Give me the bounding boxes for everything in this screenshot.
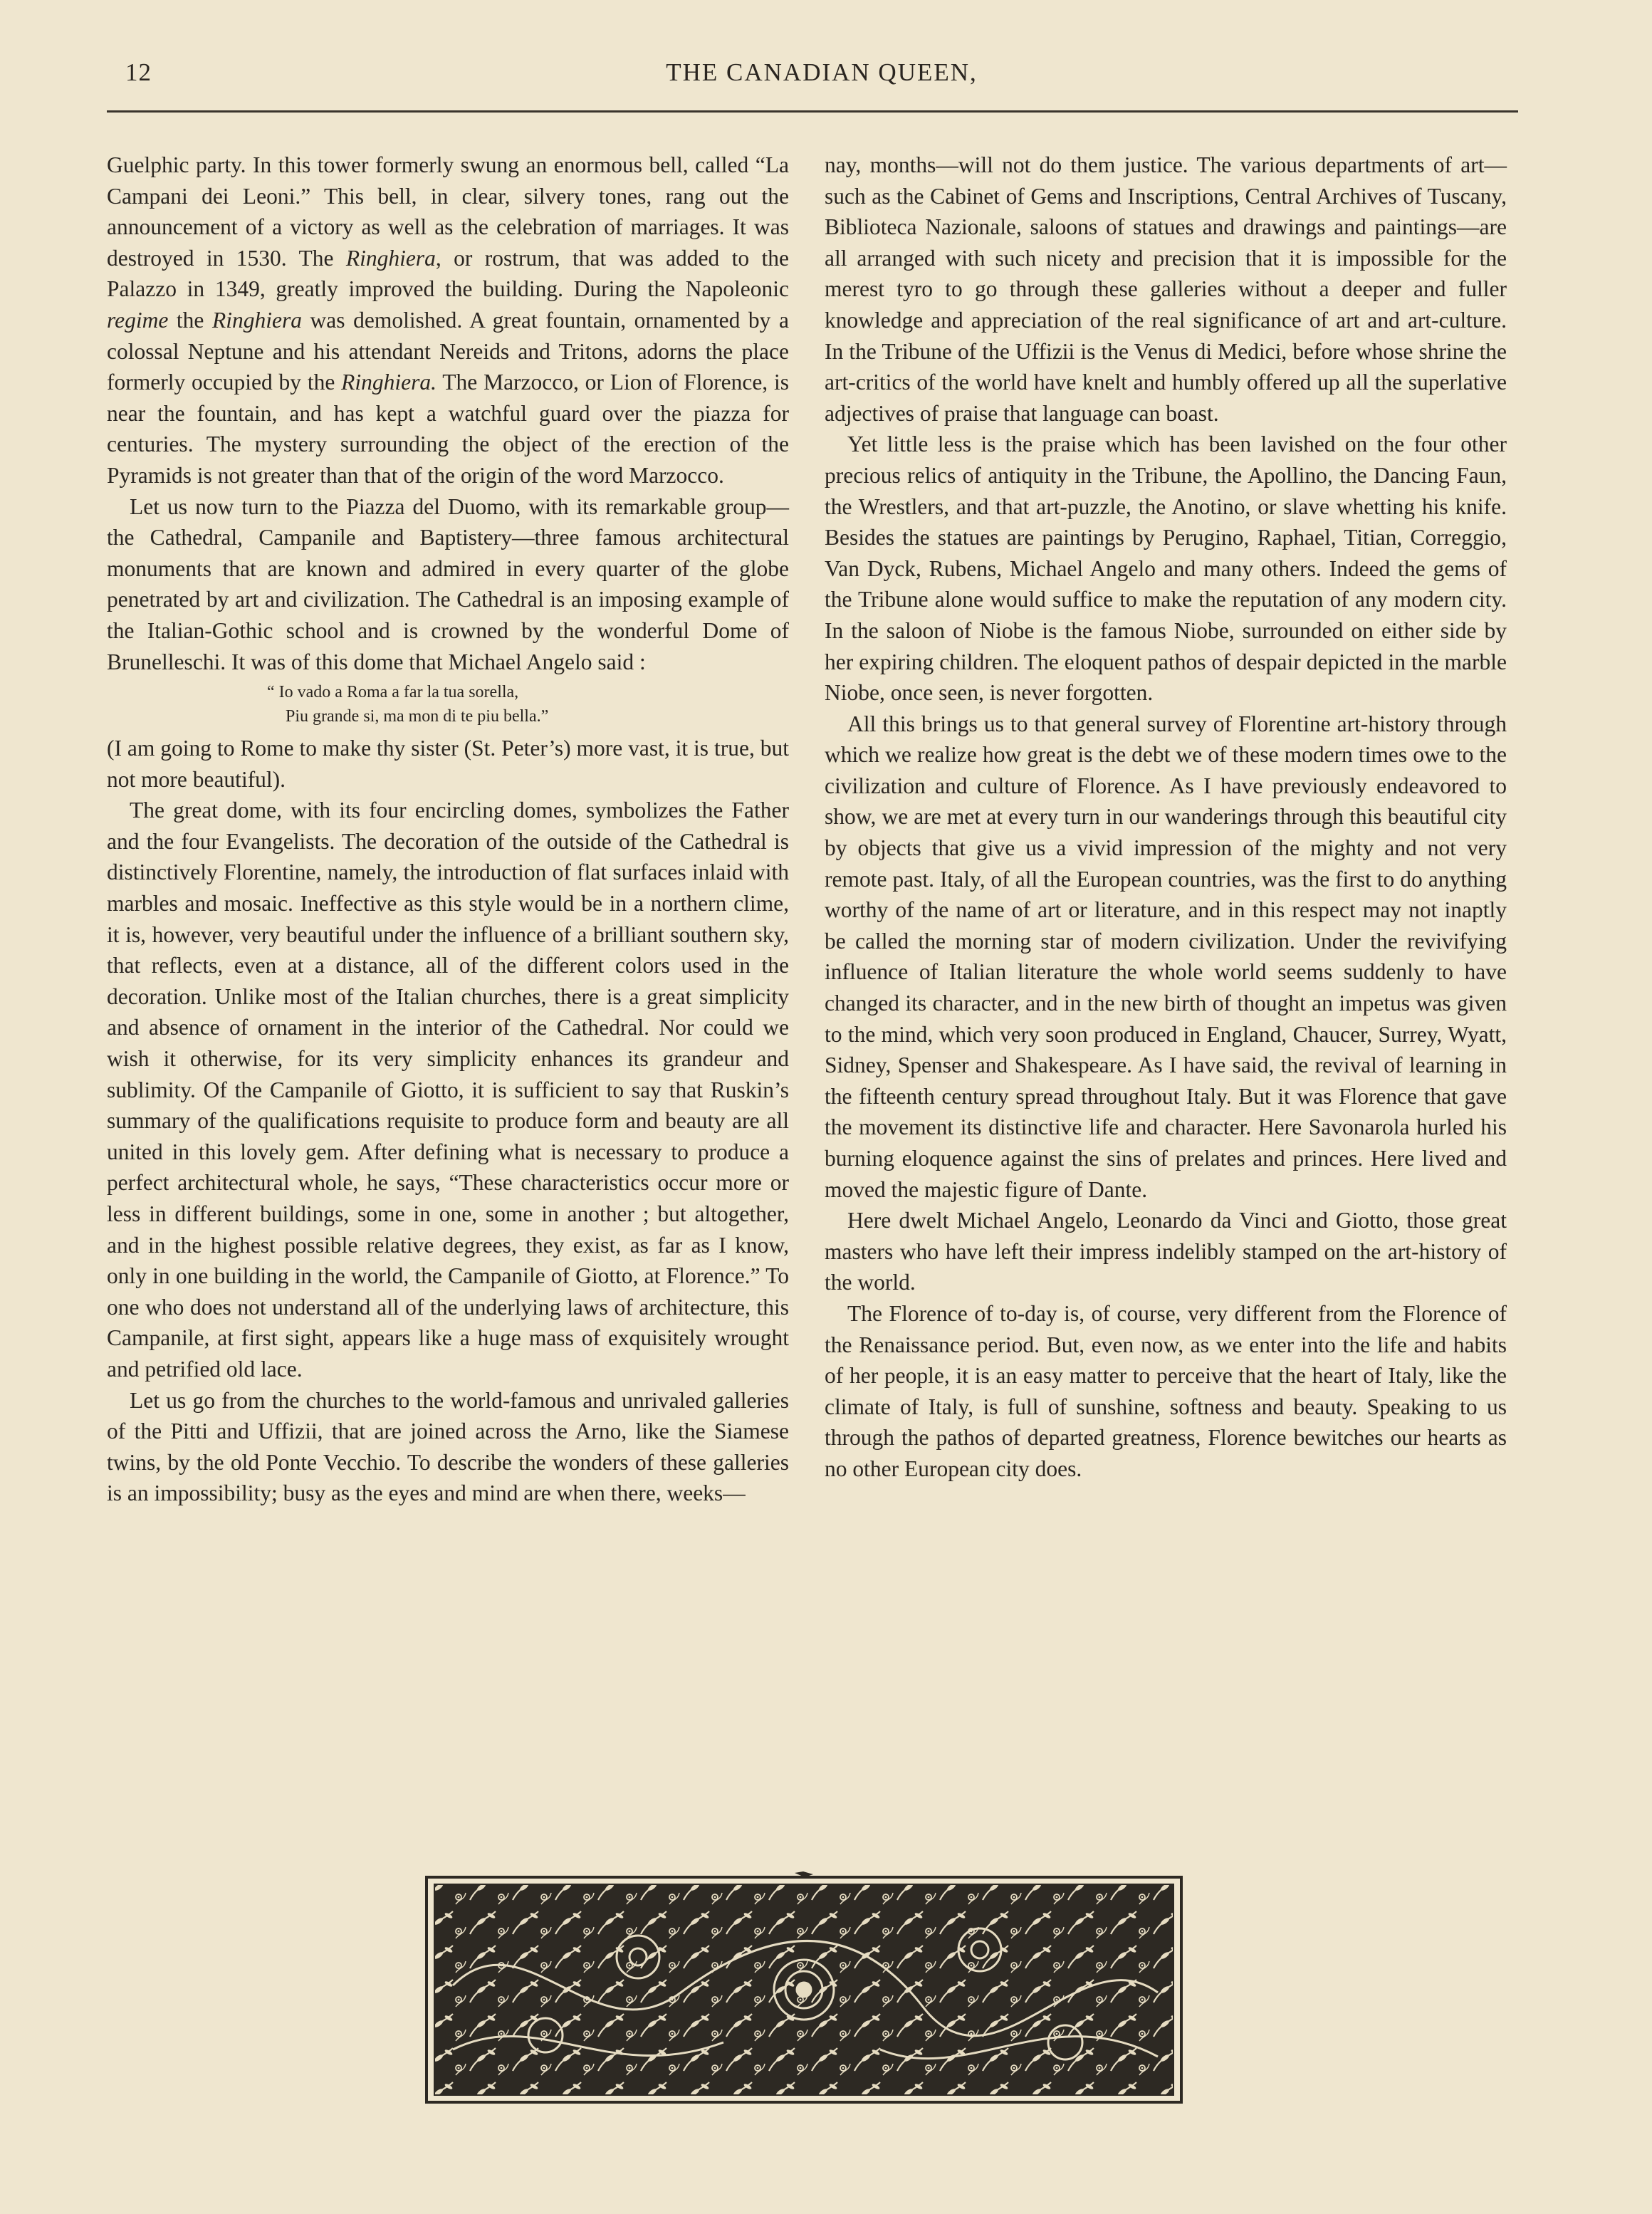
paragraph: Here dwelt Michael Angelo, Leonardo da Vinci and Giotto, those great masters who have left their impress indelibly stamped on the art-history of the world. [825, 1208, 1507, 1295]
text-run: Guelphic party. In this tower formerly swung an enormous bell, called “La Campani dei Leoni.” This bell, in clear, silvery tones, rang out the announcement of a victory as well as the celebration of marriages. It was destroyed in 1530. The [107, 152, 789, 271]
italic-term: Ringhiera [211, 307, 302, 333]
paragraph: (I am going to Rome to make thy sister (St. Peter’s) more vast, it is true, but not more beautiful). [107, 736, 789, 792]
page-header [125, 58, 1518, 101]
left-column [107, 150, 789, 1509]
paragraph: Let us now turn to the Piazza del Duomo, with its remarkable group—the Cathedral, Campanile and Baptistery—three famous architectural monuments that are known and admired in every quarter of the globe penetrated by art and civilization. The Cathedral is an imposing example of the Italian-Gothic school and is crowned by the wonderful Dome of Brunelleschi. It was of this dome that Michael Angelo said : [107, 494, 789, 674]
paragraph: The Florence of to-day is, of course, very different from the Florence of the Renaissance period. But, even now, as we enter into the life and habits of her people, it is an easy matter to perceive that the heart of Italy, like the climate of Italy, is full of sunshine, softness and beauty. Speaking to us through the pathos of departed greatness, Florence bewitches our hearts as no other European city does. [825, 1300, 1507, 1481]
paragraph: The great dome, with its four encircling domes, symbolizes the Father and the four Evangelists. The decoration of the outside of the Cathedral is distinctively Florentine, namely, the introduction of flat surfaces inlaid with marbles and mosaic. Ineffective as this style would be in a northern clime, it is, however, very beautiful under the influence of a brilliant southern sky, that reflects, even at a distance, all of the different colors used in the decoration. Unlike most of the Italian churches, there is a great simplicity and absence of ornament in the interior of the Cathedral. Nor could we wish it otherwise, for its very simplicity enhances its grandeur and sublimity. Of the Campanile of Giotto, it is sufficient to say that Ruskin’s summary of the qualifications requisite to produce form and beauty are all united in this lovely gem. After defining what is necessary to produce a perfect architectural whole, he says, “These characteristics occur more or less in different buildings, some in one, some in another ; but altogether, and in the highest possible relative degrees, they exist, as far as I know, only in one building in the world, the Campanile of Giotto, at Florence.” To one who does not understand all of the underlying laws of architecture, this Campanile, at first sight, appears like a huge mass of exquisitely wrought and petrified old lace. [107, 798, 789, 1382]
paragraph: Let us go from the churches to the world-famous and unrivaled galleries of the Pitti and Uffizii, that are joined across the Arno, like the Siamese twins, by the old Ponte Vecchio. To describe the wonders of these galleries is an impossibility; busy as the eyes and mind are when there, weeks— [107, 1387, 789, 1506]
paragraph [107, 150, 789, 491]
text-run: The Marzocco, or Lion of Florence, is near the fountain, and has kept a watchful guard over the piazza for centuries. The mystery surrounding the object of the erection of the Pyramids is not greater than that of the origin of the word Marzocco. [107, 370, 790, 488]
paragraph: Yet little less is the praise which has been lavished on the four other precious relics of antiquity in the Tribune, the Apollino, the Dancing Faun, the Wrestlers, and that art-puzzle, the Anotino, or slave whetting his knife. Besides the statues are paintings by Perugino, Raphael, Titian, Correggio, Van Dyck, Rubens, Michael Angelo and many others. Indeed the gems of the Tribune alone would suffice to make the reputation of any modern city. In the saloon of Niobe is the famous Niobe, surrounded on either side by her expiring children. The eloquent pathos of despair depicted in the marble Niobe, once seen, is never forgotten. [825, 432, 1507, 706]
verse-line: “ Io vado a Roma a far la tua sorella, [267, 683, 519, 702]
floral-tailpiece-ornament-icon [424, 1871, 1183, 2105]
right-column [825, 150, 1507, 1485]
verse-line: Piu grande si, ma mon di te piu bella.” [286, 707, 549, 726]
italic-term: Ringhiera. [341, 370, 437, 395]
verse-quotation [107, 680, 789, 729]
italic-term: regime [107, 307, 169, 333]
text-run: the [168, 307, 212, 333]
text-run: , or rostrum, that was added to the Palazzo in 1349, greatly improved the building. During the Napoleonic [107, 245, 789, 302]
italic-term: Ringhiera [345, 245, 436, 271]
text-run: was demolished. A great fountain, ornamented by a colossal Neptune and his attendant Nereids and Tritons, adorns the place formerly occupied by the [107, 307, 789, 395]
header-rule [107, 110, 1518, 113]
running-title: THE CANADIAN QUEEN, [666, 58, 978, 86]
page-number: 12 [125, 58, 152, 86]
paragraph: All this brings us to that general survey of Florentine art-history through which we realize how great is the debt we of these modern times owe to the civilization and culture of Florence. As I have previously endeavored to show, we are met at every turn in our wanderings through this beautiful city by objects that give us a vivid impression of the mighty and not very remote past. Italy, of all the European countries, was the first to do anything worthy of the name of art or literature, and in this respect may not inaptly be called the morning star of modern civilization. Under the revivifying influence of Italian literature the whole world seems suddenly to have changed its character, and in the new birth of thought an impetus was given to the mind, which very soon produced in England, Chaucer, Surrey, Wyatt, Sidney, Spenser and Shakespeare. As I have said, the revival of learning in the fifteenth century spread throughout Italy. But it was Florence that gave the movement its distinctive life and character. Here Savonarola hurled his burning eloquence against the sins of prelates and princes. Here lived and moved the majestic figure of Dante. [825, 711, 1507, 1202]
paragraph: nay, months—will not do them justice. The various departments of art—such as the Cabinet of Gems and Inscriptions, Central Archives of Tuscany, Biblioteca Nazionale, saloons of statues and drawings and paintings—are all arranged with such nicety and precision that it is impossible for the merest tyro to go through these galleries without a deeper and fuller knowledge and appreciation of the real significance of art and art-culture. In the Tribune of the Uffizii is the Venus di Medici, before whose shrine the art-critics of the world have knelt and humbly offered up all the superlative adjectives of praise that language can boast. [825, 152, 1507, 426]
